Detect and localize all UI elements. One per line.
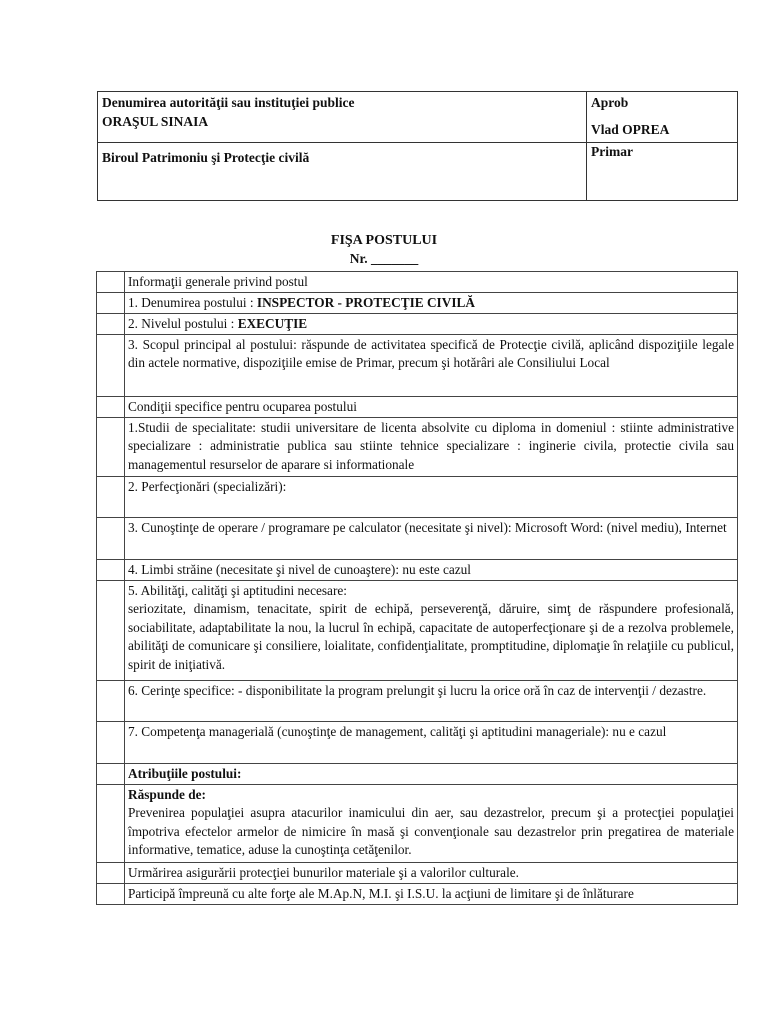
job-title-label: 1. Denumirea postului : xyxy=(128,294,257,310)
header-table xyxy=(97,91,738,201)
document-title: FIŞA POSTULUI xyxy=(330,233,438,248)
table-row xyxy=(97,313,738,334)
document-number: Nr. _______ xyxy=(349,251,419,266)
table-row xyxy=(97,763,738,784)
table-row xyxy=(97,272,738,293)
training-requirements: 2. Perfecţionări (specializări): xyxy=(125,476,738,517)
job-title-value: INSPECTOR - PROTECŢIE CIVILĂ xyxy=(256,294,475,310)
education-requirements: 1.Studii de specialitate: studii universitare de licenta absolvite cu diploma in domeniul : stiinte administrative specializare : administratie publica sau stiinte tehnice specializare : inginerie civila, protectie civila sau managementul resurselor de aparare si informationale xyxy=(125,417,738,476)
table-row xyxy=(97,680,738,721)
table-row xyxy=(97,721,738,763)
table-row xyxy=(97,862,738,883)
abilities-list: seriozitate, dinamism, tenacitate, spirit de echipă, perseverenţă, dăruire, simţ de răspundere profesională, sociabilitate, adaptabilitate la nou, la lucrul în echipă, capacitate de autoperfecţionare şi de a rezolva problemele, abilităţi de comunicare şi consiliere, loialitate, confidenţialitate, promptitudine, diplomaţie în relaţiile cu publicul, spirit de iniţiativă. xyxy=(128,601,734,672)
table-row xyxy=(97,292,738,313)
responsibilities-cell xyxy=(125,784,738,862)
table-row xyxy=(97,559,738,580)
approval-label: Aprob xyxy=(591,95,629,110)
table-row xyxy=(97,517,738,559)
job-purpose: 3. Scopul principal al postului: răspunde de activitatea specifică de Protecţie civilă, aplicând dispoziţiile legale din actele normative, dispoziţiile emise de Primar, precum şi hotărâri ale Consiliului Local xyxy=(125,334,738,396)
institution-label: Denumirea autorităţii sau instituţiei publice xyxy=(102,95,355,110)
approver-title: Primar xyxy=(591,144,633,159)
abilities-cell xyxy=(125,580,738,680)
managerial-competence: 7. Competenţa managerială (cunoştinţe de management, calităţi şi aptitudini manageriale): nu e cazul xyxy=(125,721,738,763)
section-specific-conditions: Condiţii specifice pentru ocuparea postului xyxy=(125,396,738,417)
header-approval-top xyxy=(587,92,737,143)
responsibilities-text: Prevenirea populaţiei asupra atacurilor inamicului din aer, sau dezastrelor, precum şi a protecţiei populaţiei împotriva efectelor armelor de nimicire în masă şi convenţionale sau dezastrelor prin pregatirea de materiale informative, tematice, aduse la cunoştinţa cetăţenilor. xyxy=(128,805,734,857)
table-row xyxy=(97,580,738,680)
section-job-duties: Atribuţiile postului: xyxy=(125,763,738,784)
table-row xyxy=(97,396,738,417)
header-approval-cell xyxy=(587,92,737,200)
table-row xyxy=(97,883,738,904)
table-row xyxy=(97,476,738,517)
header-institution-cell xyxy=(98,92,587,200)
table-row xyxy=(97,334,738,396)
specific-requirements: 6. Cerinţe specifice: - disponibilitate la program prelungit şi lucru la orice oră în caz de intervenţii / dezastre. xyxy=(125,680,738,721)
responsibilities-label: Răspunde de: xyxy=(128,786,206,802)
section-general-info: Informaţii generale privind postul xyxy=(125,272,738,293)
job-level-value: EXECUŢIE xyxy=(237,315,308,331)
abilities-label: 5. Abilităţi, calităţi şi aptitudini necesare: xyxy=(128,582,347,598)
job-level-cell xyxy=(125,313,738,334)
table-row xyxy=(97,417,738,476)
foreign-languages: 4. Limbi străine (necesitate şi nivel de cunoaştere): nu este cazul xyxy=(125,559,738,580)
duty-joint-operations: Participă împreună cu alte forţe ale M.Ap.N, M.I. şi I.S.U. la acţiuni de limitare şi de înlăturare xyxy=(125,883,738,904)
job-title-cell xyxy=(125,292,738,313)
computer-skills: 3. Cunoştinţe de operare / programare pe calculator (necesitate şi nivel): Microsoft Word: (nivel mediu), Internet xyxy=(125,517,738,559)
job-level-label: 2. Nivelul postului : xyxy=(128,315,238,331)
table-row xyxy=(97,784,738,862)
approver-name: Vlad OPREA xyxy=(591,122,670,137)
header-institution-top xyxy=(98,92,586,143)
duty-cultural-assets: Urmărirea asigurării protecţiei bunurilor materiale şi a valorilor culturale. xyxy=(125,862,738,883)
institution-name: ORAŞUL SINAIA xyxy=(102,114,209,129)
department-name: Biroul Patrimoniu şi Protecţie civilă xyxy=(102,150,310,165)
job-description-table xyxy=(96,271,738,905)
